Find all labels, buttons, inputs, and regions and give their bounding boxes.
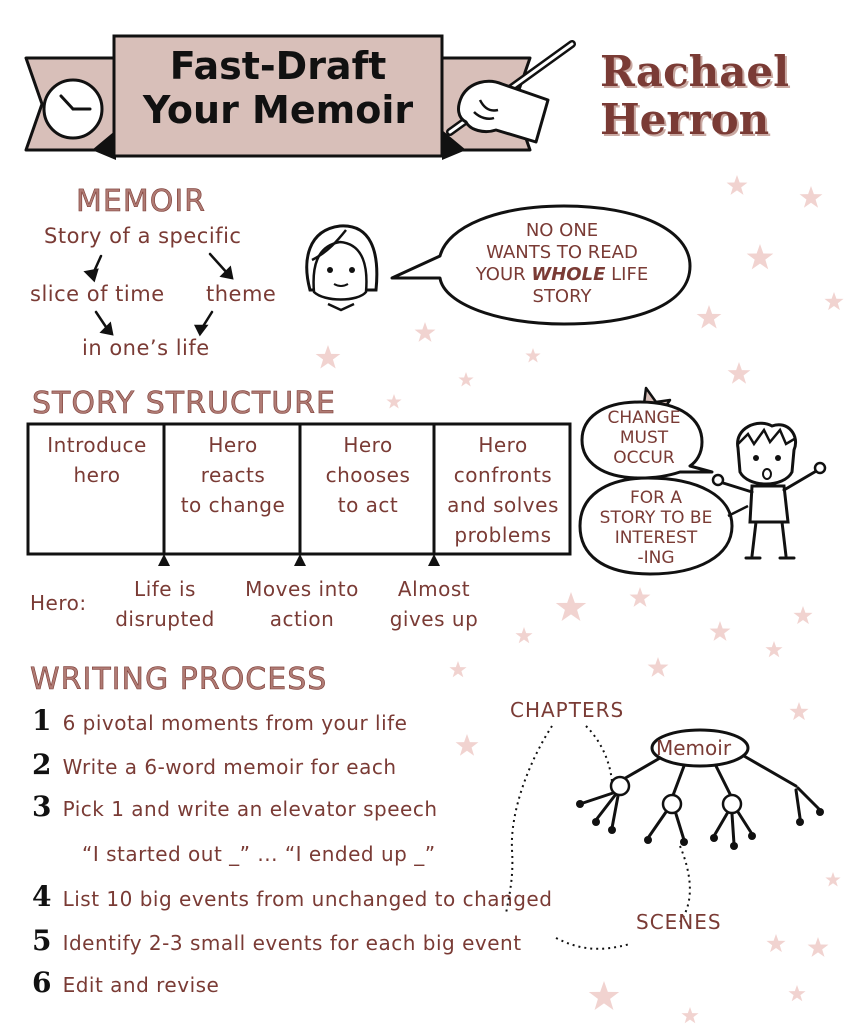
step-text: Write a 6-word memoir for each	[62, 755, 397, 779]
box-line: and solves	[447, 493, 559, 517]
memoir-arrows	[0, 0, 300, 360]
star-icon	[525, 348, 540, 362]
memoir-heading: MEMOIR	[76, 184, 207, 219]
step-number: 6	[32, 966, 52, 999]
memoir-branch-left: slice of time	[30, 282, 165, 306]
step-text: List 10 big events from unchanged to changed	[62, 887, 553, 911]
tree-root-label: Memoir	[656, 736, 732, 760]
writing-process-heading: WRITING PROCESS	[30, 662, 328, 697]
star-icon	[794, 606, 813, 624]
star-icon	[727, 175, 748, 195]
step-text: Pick 1 and write an elevator speech	[62, 797, 438, 821]
bubble-line4: STORY	[532, 286, 592, 307]
process-step-3	[32, 790, 438, 823]
box-line: to change	[180, 493, 286, 517]
star-icon	[825, 292, 844, 310]
step-number: 4	[32, 880, 52, 913]
process-step-4	[32, 880, 552, 913]
star-icon	[697, 305, 722, 329]
star-icon	[316, 345, 341, 369]
step-text: Edit and revise	[62, 973, 220, 997]
story-structure-heading: STORY STRUCTURE	[32, 386, 336, 421]
memoir-definition: Story of a specific	[44, 224, 242, 248]
star-icon	[630, 587, 651, 607]
box-line: Hero	[343, 433, 393, 457]
star-icon	[556, 592, 586, 621]
star-icon	[747, 244, 774, 269]
speech-bubble-text	[438, 220, 686, 308]
bubble-line2: WANTS TO READ	[486, 242, 638, 263]
step-text: 6 pivotal moments from your life	[62, 711, 408, 735]
bubble-line3-pre: YOUR	[475, 264, 526, 285]
star-icon	[449, 661, 466, 677]
step-text: Identify 2-3 small events for each big event	[62, 931, 522, 955]
marker-label-3	[380, 574, 488, 634]
structure-box-1	[30, 430, 164, 490]
bubble-line3	[438, 264, 686, 286]
author-last-name: Herron	[600, 95, 770, 144]
star-icon	[515, 627, 532, 643]
author-name	[600, 48, 789, 144]
bubble-line: -ING	[637, 548, 675, 568]
marker-line: gives up	[389, 607, 479, 631]
author-first-name: Rachael	[600, 47, 790, 96]
hero-label: Hero:	[30, 591, 87, 615]
bubble-line: OCCUR	[613, 448, 675, 468]
bubble-line1: NO ONE	[525, 220, 599, 241]
step-number: 3	[32, 790, 52, 823]
marker-label-1	[104, 574, 226, 634]
marker-line: Almost	[397, 577, 471, 601]
bubble-line: FOR A	[629, 488, 682, 508]
girl-avatar	[298, 220, 384, 312]
box-line: to act	[337, 493, 399, 517]
elevator-quote: “I started out _” ... “I ended up _”	[82, 842, 436, 866]
process-step-5	[32, 924, 522, 957]
marker-line: action	[269, 607, 335, 631]
step-number: 2	[32, 748, 52, 781]
box-line: confronts	[453, 463, 553, 487]
process-step-6	[32, 966, 219, 999]
hand-writing-icon	[440, 38, 590, 148]
bubble-line: MUST	[619, 428, 669, 448]
star-icon	[765, 641, 782, 657]
banner-title-line2: Your Memoir	[142, 88, 414, 132]
memoir-branch-right: theme	[206, 282, 277, 306]
marker-triangle-icon	[294, 554, 306, 566]
star-icon	[386, 394, 401, 408]
box-line: Hero	[208, 433, 258, 457]
star-icon	[800, 186, 823, 208]
marker-line: Moves into	[245, 577, 359, 601]
bubble-line3-post: LIFE	[611, 264, 649, 285]
bubble-line: INTEREST	[614, 528, 698, 548]
marker-line: disrupted	[115, 607, 215, 631]
structure-box-3	[302, 430, 434, 520]
banner-title-line1: Fast-Draft	[169, 44, 387, 88]
bubble-line: CHANGE	[607, 408, 681, 428]
bubble-emphasis: WHOLE	[531, 264, 606, 285]
box-line: hero	[73, 463, 121, 487]
structure-box-2	[166, 430, 300, 520]
box-line: problems	[454, 523, 552, 547]
bubble-line: STORY TO BE	[599, 508, 713, 528]
structure-box-4	[436, 430, 570, 550]
box-line: Introduce	[47, 433, 147, 457]
chapters-label: CHAPTERS	[510, 698, 625, 722]
box-line: reacts	[200, 463, 266, 487]
marker-line: Life is	[134, 577, 196, 601]
bubble-change-text	[584, 408, 704, 468]
marker-triangle-icon	[428, 554, 440, 566]
star-icon	[710, 621, 731, 641]
step-number: 5	[32, 924, 52, 957]
step-number: 1	[32, 704, 52, 737]
box-line: Hero	[478, 433, 528, 457]
boy-figure	[708, 418, 832, 564]
marker-triangle-icon	[158, 554, 170, 566]
scenes-label: SCENES	[636, 910, 722, 934]
box-line: chooses	[325, 463, 411, 487]
process-step-1	[32, 704, 407, 737]
star-icon	[788, 985, 805, 1001]
star-icon	[458, 372, 473, 386]
memoir-bottom: in one’s life	[82, 336, 210, 360]
star-icon	[589, 981, 619, 1010]
star-icon	[681, 1007, 698, 1023]
star-icon	[456, 734, 479, 756]
star-icon	[648, 657, 669, 677]
process-step-2	[32, 748, 397, 781]
marker-label-2	[236, 574, 368, 634]
